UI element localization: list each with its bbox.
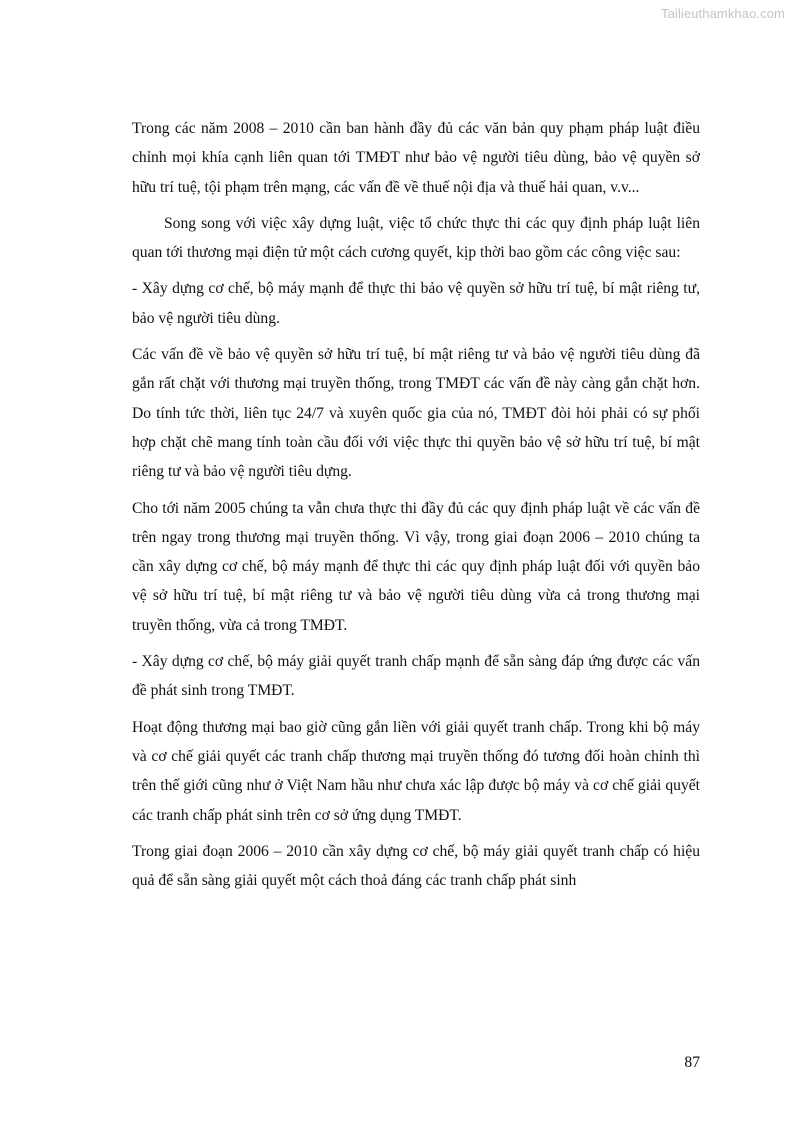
watermark-text: Tailieuthamkhao.com [660,6,785,21]
bullet-ip-protection: - Xây dựng cơ chế, bộ máy mạnh để thực thi bảo vệ quyền sở hữu trí tuệ, bí mật riêng tư, bảo vệ người tiêu dùng. [132,280,700,327]
page-number: 87 [684,1054,700,1071]
paragraph-dispute-context: Hoạt động thương mại bao giờ cũng gắn liền với giải quyết tranh chấp. Trong khi bộ máy và cơ chế giải quyết các tranh chấp thương mại truyền thống đó tương đối hoàn chỉnh thì trên thế giới cũng như ở Việt Nam hầu như chưa xác lập được bộ máy và cơ chế giải quyết các tranh chấp phát sinh trên cơ sở ứng dụng TMĐT. [132,718,700,824]
paragraph-ip-issues: Các vấn đề về bảo vệ quyền sở hữu trí tuệ, bí mật riêng tư và bảo vệ người tiêu dùng đã gắn rất chặt với thương mại truyền thống, trong TMĐT các vấn đề này càng gắn chặt hơn. Do tính tức thời, liên tục 24/7 và xuyên quốc gia của nó, TMĐT đòi hỏi phải có sự phối hợp chặt chẽ mang tính toàn cầu đối với việc thực thi quyền bảo vệ sở hữu trí tuệ, bí mật riêng tư và bảo vệ người tiêu dựng. [132,346,700,481]
paragraph-2005-status: Cho tới năm 2005 chúng ta vẫn chưa thực thi đầy đủ các quy định pháp luật về các vấn đề trên ngay trong thương mại truyền thống. Vì vậy, trong giai đoạn 2006 – 2010 chúng ta cần xây dựng cơ chế, bộ máy mạnh để thực thi các quy định pháp luật đối với quyền bảo vệ sở hữu trí tuệ, bí mật riêng tư và bảo vệ người tiêu dùng vừa cả trong thương mại truyền thống, vừa cả trong TMĐT. [132,499,700,634]
bullet-dispute-resolution: - Xây dựng cơ chế, bộ máy giải quyết tranh chấp mạnh để sẵn sàng đáp ứng được các vấn đề phát sinh trong TMĐT. [132,653,700,700]
paragraph-enforcement-intro: Song song với việc xây dựng luật, việc tổ chức thực thi các quy định pháp luật liên quan tới thương mại điện tử một cách cương quyết, kịp thời bao gồm các công việc sau: [132,214,700,262]
paragraph-2006-2010-plan: Trong giai đoạn 2006 – 2010 cần xây dựng cơ chế, bộ máy giải quyết tranh chấp có hiệu quả để sẵn sàng giải quyết một cách thoả đáng các tranh chấp phát sinh [132,842,700,890]
paragraph-legal-framework: Trong các năm 2008 – 2010 cần ban hành đầy đủ các văn bản quy phạm pháp luật điều chỉnh mọi khía cạnh liên quan tới TMĐT như bảo vệ người tiêu dùng, bảo vệ quyền sở hữu trí tuệ, tội phạm trên mạng, các vấn đề về thuế nội địa và thuế hải quan, v.v... [132,120,700,196]
document-body [132,114,700,902]
